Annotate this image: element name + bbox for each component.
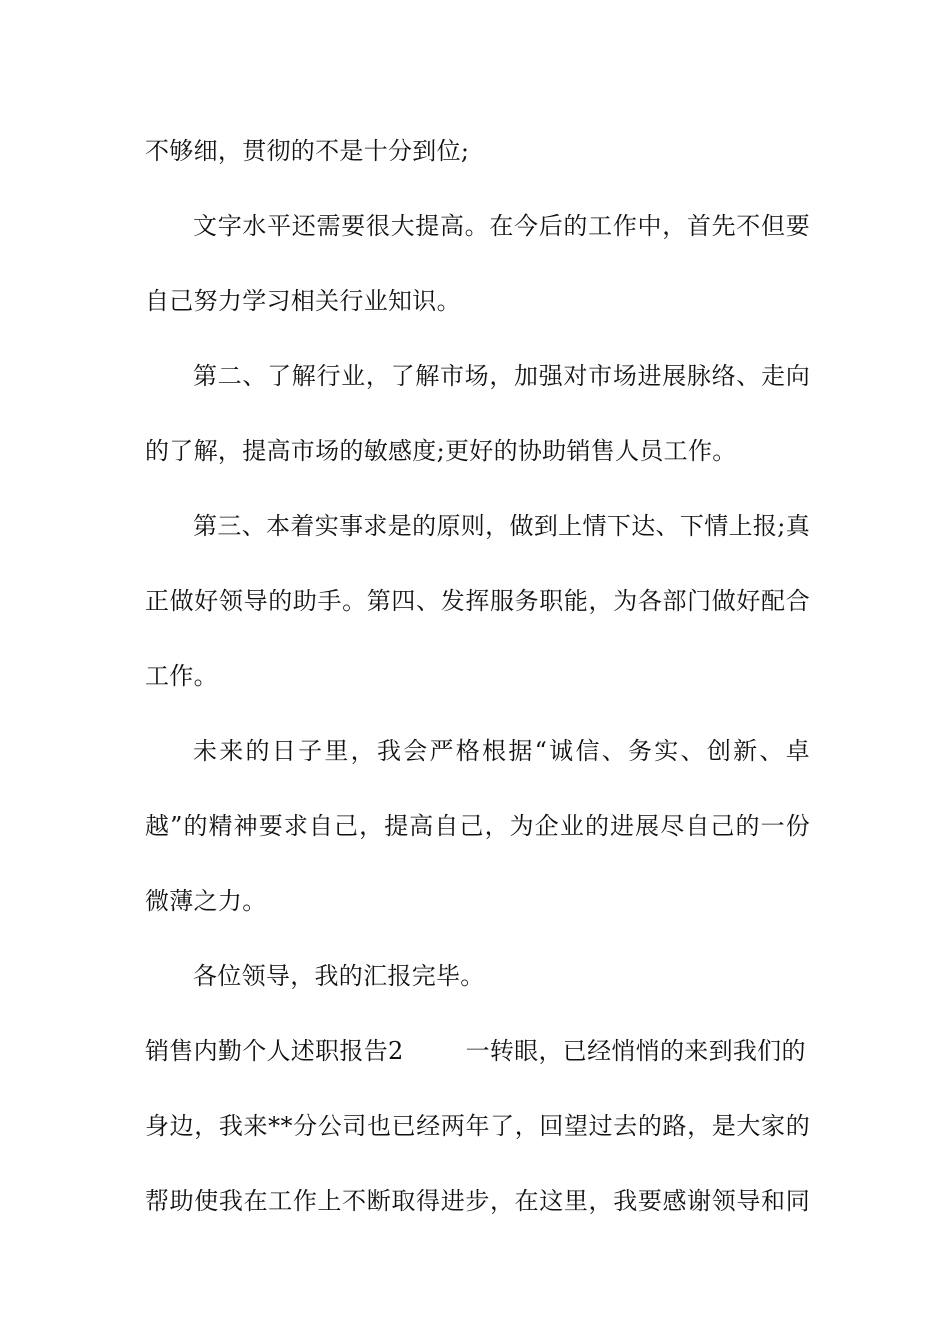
section-heading-continuation: 一转眼，已经悄悄的来到我们的 — [465, 1037, 806, 1065]
paragraph-3-line-1: 第三、本着实事求是的原则，做到上情下达、下情上报;真 — [193, 512, 810, 540]
paragraph-4-line-2: 越”的精神要求自己，提高自己，为企业的进展尽自己的一份 — [145, 812, 810, 840]
section-heading-line — [145, 1036, 810, 1066]
section-text-line-2: 帮助使我在工作上不断取得进步，在这里，我要感谢领导和同 — [145, 1187, 810, 1215]
paragraph-5-line-1: 各位领导，我的汇报完毕。 — [193, 962, 485, 990]
paragraph-1-line-2: 自己努力学习相关行业知识。 — [145, 287, 461, 315]
paragraph-3-line-2: 正做好领导的助手。第四、发挥服务职能，为各部门做好配合 — [145, 587, 810, 615]
paragraph-2-line-1: 第二、了解行业，了解市场，加强对市场进展脉络、走向 — [193, 362, 810, 390]
paragraph-4-line-3: 微薄之力。 — [145, 887, 267, 915]
section-text-line-1: 身边，我来**分公司也已经两年了，回望过去的路，是大家的 — [145, 1112, 810, 1140]
section-heading: 销售内勤个人述职报告2 — [145, 1037, 404, 1065]
paragraph-3-line-3: 工作。 — [145, 662, 218, 690]
paragraph-4-line-1: 未来的日子里，我会严格根据“诚信、务实、创新、卓 — [193, 737, 810, 765]
paragraph-1-line-1: 文字水平还需要很大提高。在今后的工作中，首先不但要 — [193, 212, 810, 240]
text-line-1: 不够细，贯彻的不是十分到位; — [145, 137, 470, 165]
paragraph-2-line-2: 的了解，提高市场的敏感度;更好的协助销售人员工作。 — [145, 437, 737, 465]
